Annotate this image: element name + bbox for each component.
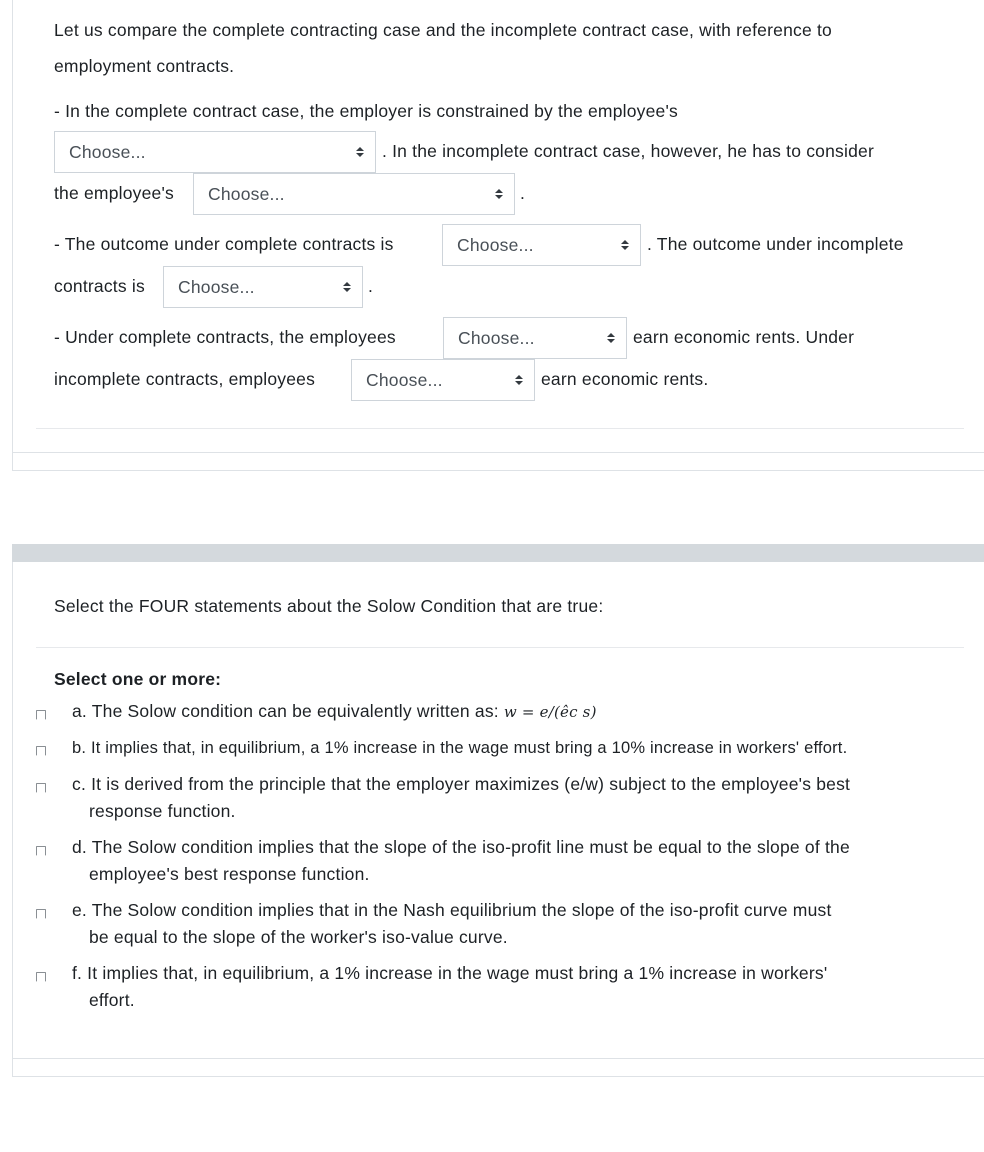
paragraph2-period: . [368, 276, 374, 296]
select-value: Choose... [458, 328, 535, 348]
paragraph1-line1: - In the complete contract case, the employer is constrained by the employee's [54, 101, 678, 121]
checkbox-option-f[interactable] [36, 972, 46, 982]
checkbox-option-c[interactable] [36, 783, 46, 793]
paragraph2-text-before-select1: - The outcome under complete contracts is [54, 234, 394, 254]
checkbox-option-d[interactable] [36, 846, 46, 856]
checkbox-option-b[interactable] [36, 746, 46, 756]
option-e-label[interactable] [72, 897, 952, 951]
paragraph2-text-before-select2: contracts is [54, 276, 145, 296]
updown-arrow-icon [355, 132, 365, 172]
updown-arrow-icon [342, 267, 352, 307]
question-card-footer [12, 452, 984, 471]
question-card-footer [12, 1058, 984, 1077]
question-text-line1: Let us compare the complete contracting case and the incomplete contract case, with reference to [54, 20, 832, 40]
checkbox-option-a[interactable] [36, 710, 46, 720]
option-c-text-line1: c. It is derived from the principle that the employer maximizes (e/w) subject to the employee's best [72, 774, 851, 794]
option-a-label[interactable] [72, 698, 952, 726]
select-rents-incomplete[interactable] [351, 359, 535, 401]
updown-arrow-icon [494, 174, 504, 214]
paragraph3-text-before-select1: - Under complete contracts, the employees [54, 327, 396, 347]
select-consider-incomplete[interactable] [193, 173, 515, 215]
divider [36, 428, 964, 429]
paragraph1-text-before-select2: the employee's [54, 183, 174, 203]
option-a-formula: w = e/(êc s) [503, 703, 597, 721]
select-value: Choose... [178, 277, 255, 297]
select-outcome-complete[interactable] [442, 224, 641, 266]
option-e-text-line2: be equal to the slope of the worker's iso-value curve. [89, 927, 508, 947]
question-text-line2: employment contracts. [54, 56, 235, 76]
paragraph3-text-after-select1: earn economic rents. Under [633, 327, 855, 347]
checkbox-option-e[interactable] [36, 909, 46, 919]
option-d-label[interactable] [72, 834, 952, 888]
updown-arrow-icon [620, 225, 630, 265]
option-f-label[interactable] [72, 960, 952, 1014]
option-f-text-line1: f. It implies that, in equilibrium, a 1% increase in the wage must bring a 1% increase in workers' [72, 963, 828, 983]
paragraph2-text-after-select1: . The outcome under incomplete [647, 234, 904, 254]
answer-instruction: Select one or more: [54, 669, 222, 689]
paragraph3-text-after-select2: earn economic rents. [541, 369, 709, 389]
option-e-text-line1: e. The Solow condition implies that in the Nash equilibrium the slope of the iso-profit curve must [72, 900, 832, 920]
paragraph1-period: . [520, 183, 526, 203]
option-c-label[interactable] [72, 771, 952, 825]
updown-arrow-icon [514, 360, 524, 400]
divider [36, 647, 964, 648]
select-value: Choose... [366, 370, 443, 390]
select-value: Choose... [457, 235, 534, 255]
option-d-text-line1: d. The Solow condition implies that the slope of the iso-profit line must be equal to the slope of the [72, 837, 850, 857]
select-value: Choose... [208, 184, 285, 204]
select-outcome-incomplete[interactable] [163, 266, 363, 308]
paragraph1-text-after-select1: . In the incomplete contract case, however, he has to consider [382, 141, 874, 161]
option-b-label[interactable] [72, 735, 952, 762]
question-card-header [12, 544, 984, 562]
paragraph3-text-before-select2: incomplete contracts, employees [54, 369, 316, 389]
select-value: Choose... [69, 142, 146, 162]
question-prompt: Select the FOUR statements about the Solow Condition that are true: [54, 596, 604, 616]
updown-arrow-icon [606, 318, 616, 358]
option-d-text-line2: employee's best response function. [89, 864, 370, 884]
select-rents-complete[interactable] [443, 317, 627, 359]
option-f-text-line2: effort. [89, 990, 135, 1010]
option-b-text: b. It implies that, in equilibrium, a 1% increase in the wage must bring a 10% increase in workers' effort. [72, 739, 848, 757]
option-a-text: a. The Solow condition can be equivalently written as: [72, 701, 499, 721]
select-constraint-complete[interactable] [54, 131, 376, 173]
option-c-text-line2: response function. [89, 801, 236, 821]
